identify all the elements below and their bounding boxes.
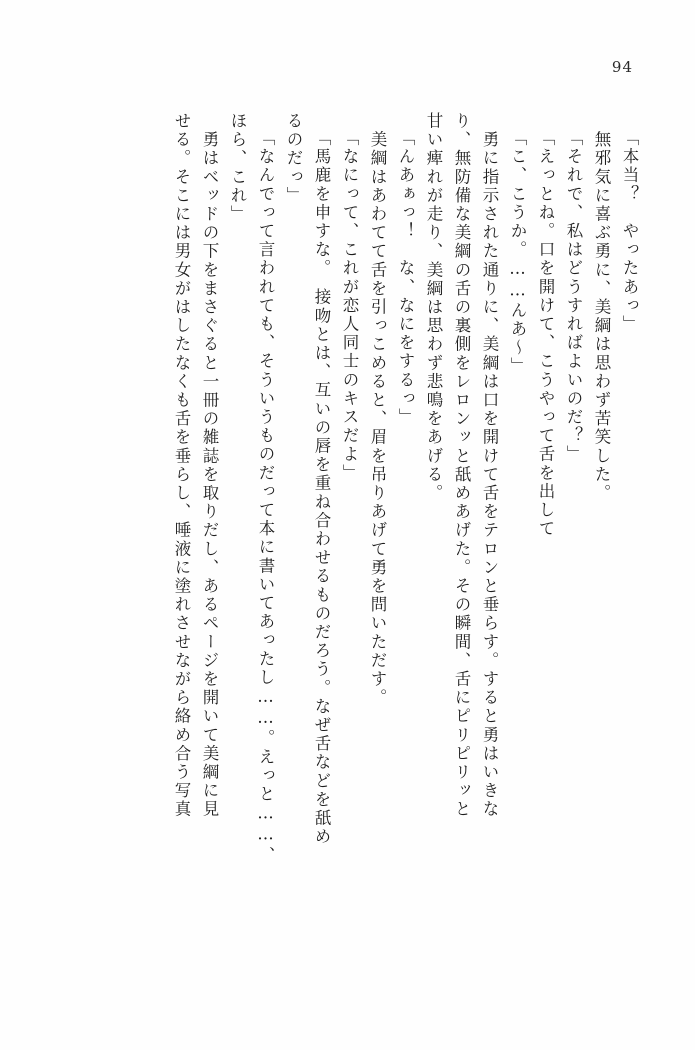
vertical-text-body — [58, 112, 637, 972]
text-line: 「んあぁっ！ な、なにをするっ」 — [396, 129, 415, 427]
text-line: 「それで、私はどうすればよいのだ？」 — [564, 129, 583, 464]
text-line: り、無防備な美綱の舌の裏側をレロンッと舐めあげた。その瞬間、舌にピリピリッと — [452, 112, 471, 819]
text-line: 「本当？ やったあっ」 — [620, 129, 639, 334]
text-line: るのだっ」 — [284, 112, 303, 205]
text-line: 「えっとね。口を開けて、こうやって舌を出して — [536, 129, 555, 539]
text-line: 「なんでって言われても、そういうものだって本に書いてあったし……。えっと……、 — [256, 129, 275, 865]
text-line: 「馬鹿を申すな。 接吻とは、互いの唇を重ね合わせるものだろう。なぜ舌などを舐め — [312, 129, 331, 847]
text-line: 勇はベッドの下をまさぐると一冊の雑誌を取りだし、あるページを開いて美綱に見 — [200, 112, 219, 819]
text-line: 無邪気に喜ぶ勇に、美綱は思わず苦笑した。 — [592, 112, 611, 503]
text-line: 勇に指示された通りに、美綱は口を開けて舌をテロンと垂らす。すると勇はいきな — [480, 112, 499, 819]
text-line: 美綱はあわてて舌を引っこめると、眉を吊りあげて勇を問いただす。 — [368, 112, 387, 708]
text-line: 甘い痺れが走り、美綱は思わず悲鳴をあげる。 — [424, 112, 443, 503]
text-line: ほら、これ」 — [228, 112, 247, 224]
text-line: せる。そこには男女がはしたなくも舌を垂らし、唾液に塗れさせながら絡め合う写真 — [172, 112, 191, 819]
text-line: 「こ、こうか。……んあ〜」 — [508, 129, 527, 376]
text-line: 「なにって、これが恋人同士のキスだよ」 — [340, 129, 359, 483]
page-number: 94 — [611, 58, 633, 76]
